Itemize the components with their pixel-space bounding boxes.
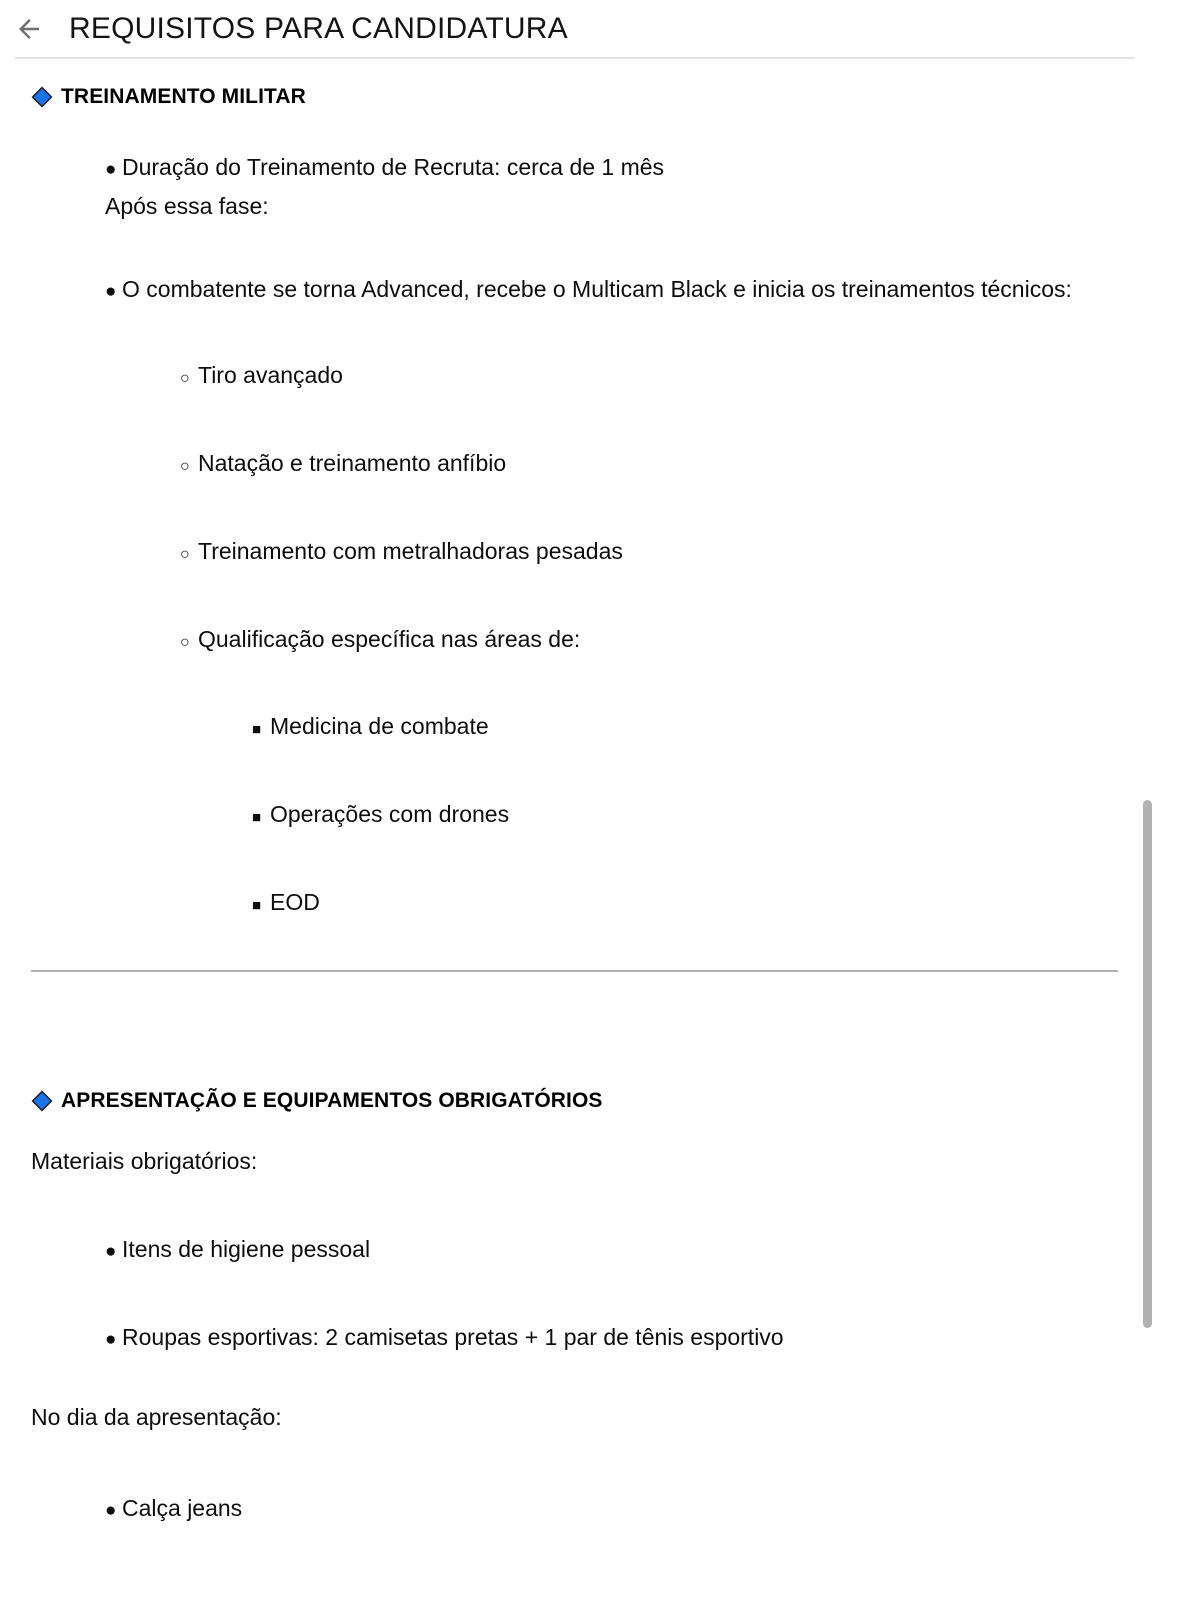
- section-apresentacao-equipamentos: [0, 1089, 1179, 1523]
- paragraph: [0, 192, 1179, 221]
- section-heading-label: APRESENTAÇÃO E EQUIPAMENTOS OBRIGATÓRIOS: [61, 1088, 603, 1112]
- list-item: [0, 537, 1179, 566]
- section-divider: [31, 970, 1118, 972]
- app-bar: [0, 0, 1179, 57]
- bullet-dot-icon: ●: [105, 159, 117, 180]
- list-item: [0, 888, 1179, 917]
- list-item-label: Operações com drones: [270, 801, 510, 827]
- bullet-circle-icon: ○: [180, 370, 190, 388]
- paragraph-label: Após essa fase:: [105, 192, 269, 219]
- list-item: [0, 800, 1179, 829]
- bullet-square-icon: ■: [252, 721, 262, 739]
- bullet-dot-icon: ●: [105, 1329, 117, 1350]
- list-item: [0, 449, 1179, 478]
- list-item-label: Calça jeans: [122, 1494, 243, 1521]
- list-item-label: Itens de higiene pessoal: [122, 1236, 371, 1263]
- list-item-label: EOD: [270, 888, 320, 915]
- list-item: [0, 1235, 1179, 1264]
- list-item: [0, 1494, 1179, 1523]
- list-item-label: Natação e treinamento anfíbio: [198, 450, 507, 476]
- arrow-left-icon: [14, 14, 44, 44]
- bullet-circle-icon: ○: [180, 458, 190, 475]
- paragraph-label: No dia da apresentação:: [31, 1403, 282, 1430]
- back-button[interactable]: [0, 0, 58, 57]
- list-item: [0, 153, 1179, 182]
- paragraph-label: Materiais obrigatórios:: [31, 1147, 258, 1174]
- bullet-dot-icon: ●: [105, 1241, 117, 1263]
- blue-diamond-icon: [31, 86, 53, 108]
- paragraph: [0, 1147, 1179, 1176]
- section-heading-treinamento-militar: [0, 85, 1179, 109]
- list-item: [0, 625, 1179, 654]
- scrollbar-thumb[interactable]: [1143, 800, 1152, 1328]
- list-item-label: Tiro avançado: [198, 362, 343, 389]
- list-item-label: Medicina de combate: [270, 713, 489, 740]
- bullet-dot-icon: ●: [105, 280, 117, 302]
- list-item: [0, 1323, 1179, 1352]
- bullet-circle-icon: ○: [180, 545, 190, 563]
- bullet-square-icon: ■: [252, 896, 262, 914]
- paragraph: [0, 1403, 1179, 1432]
- list-item: [0, 275, 1179, 304]
- document-body: [0, 57, 1179, 1522]
- section-treinamento-militar: [0, 85, 1179, 917]
- bullet-circle-icon: ○: [180, 633, 190, 651]
- section-heading-label: TREINAMENTO MILITAR: [61, 85, 306, 108]
- page-title: REQUISITOS PARA CANDIDATURA: [69, 11, 568, 45]
- bullet-dot-icon: ●: [105, 1499, 117, 1521]
- bullet-square-icon: ■: [252, 809, 262, 826]
- list-item: [0, 361, 1179, 390]
- list-item-label: O combatente se torna Advanced, recebe o Multicam Black e inicia os treinamentos técnicos:: [122, 275, 1072, 302]
- list-item: [0, 712, 1179, 741]
- list-item-label: Treinamento com metralhadoras pesadas: [198, 537, 623, 564]
- section-heading-apresentacao-equipamentos: [0, 1089, 1179, 1113]
- blue-diamond-icon: [31, 1090, 53, 1112]
- list-item-label: Qualificação específica nas áreas de:: [198, 625, 581, 652]
- list-item-label: Duração do Treinamento de Recruta: cerca de 1 mês: [122, 154, 665, 180]
- list-item-label: Roupas esportivas: 2 camisetas pretas + 1 par de tênis esportivo: [122, 1324, 784, 1350]
